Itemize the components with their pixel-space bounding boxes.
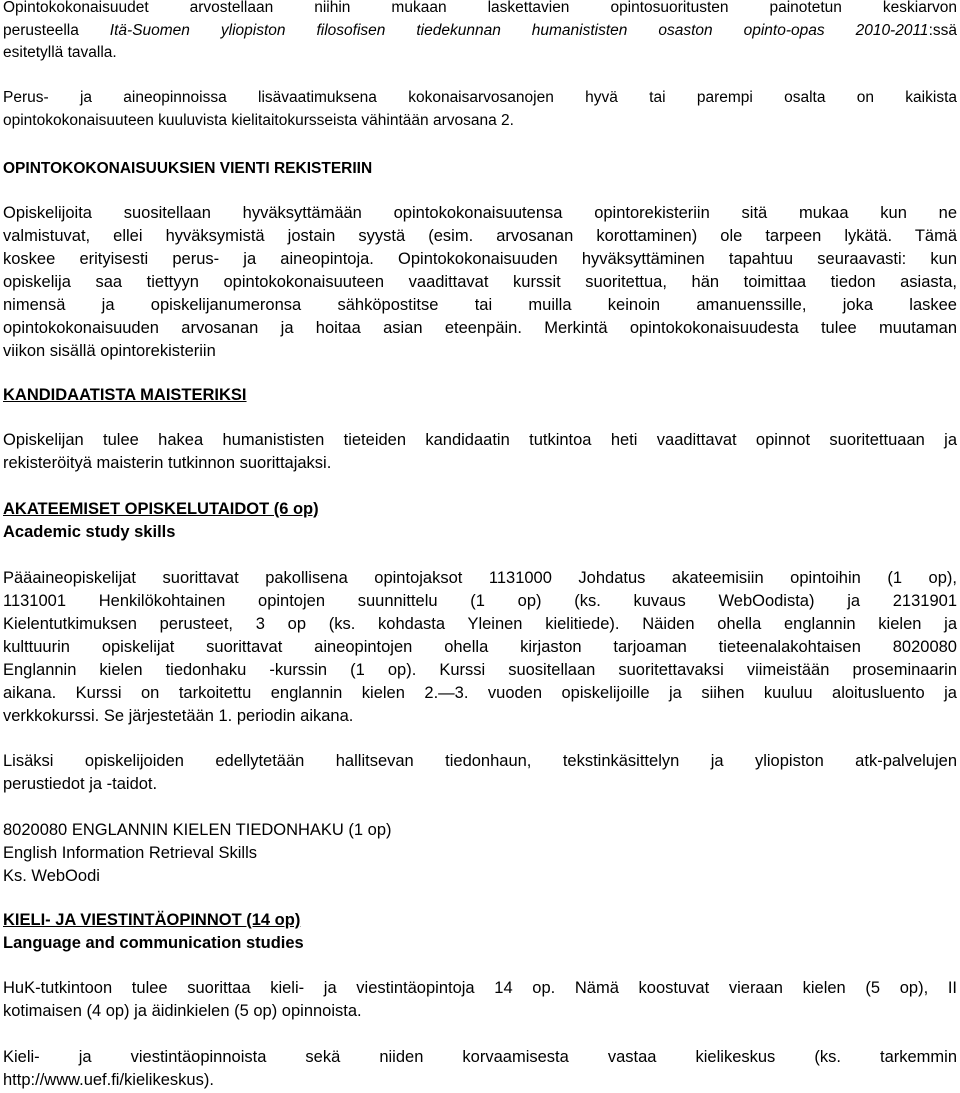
akateemiset-line-5: Englannin kielen tiedonhaku -kurssin (1 op). Kurssi suositellaan suoritettavaksi viimeistään proseminaarin [3,661,957,679]
kieli-line-1: HuK-tutkintoon tulee suorittaa kieli- ja viestintäopintoja 14 op. Nämä koostuvat vieraan kielen (5 op), II [3,979,957,997]
lisaksi-line-1: Lisäksi opiskelijoiden edellytetään hallitsevan tiedonhaun, tekstinkäsittelyn ja yliopiston atk-palvelujen [3,752,957,770]
vienti-line-3: koskee erityisesti perus- ja aineopintoja. Opintokokonaisuuden hyväksyttäminen tapahtuu seuraavasti: kun [3,250,957,268]
kielikeskus-line-1: Kieli- ja viestintäopinnoista sekä niiden korvaamisesta vastaa kielikeskus (ks. tarkemmin [3,1048,957,1066]
vienti-line-7: viikon sisällä opintorekisteriin [3,342,216,360]
vienti-line-1: Opiskelijoita suositellaan hyväksyttämään opintokokonaisuutensa opintorekisteriin sitä mukaa kun ne [3,204,957,222]
lisaksi-line-2: perustiedot ja -taidot. [3,775,158,793]
kandidaatista-line-2: rekisteröityä maisterin tutkinnon suorittajaksi. [3,454,332,472]
kandidaatista-heading: KANDIDAATISTA MAISTERIKSI [3,386,247,404]
kandidaatista-line-1: Opiskelijan tulee hakea humanististen tieteiden kandidaatin tutkintoa heti vaadittavat opinnot suoritettuaan ja [3,431,957,449]
intro-line-2 [3,19,957,43]
study-guide-reference: Itä-Suomen yliopiston filosofisen tiedekunnan humanististen osaston opinto-opas 2010-2011 [109,22,929,39]
akateemiset-heading: AKATEEMISET OPISKELUTAIDOT (6 op) [3,500,319,518]
kieli-line-2: kotimaisen (4 op) ja äidinkielen (5 op) opinnoista. [3,1002,362,1020]
course-title: 8020080 ENGLANNIN KIELEN TIEDONHAKU (1 op) [3,821,392,839]
vienti-line-2: valmistuvat, ellei hyväksymistä jostain syystä (esim. arvosanan korottaminen) ole tarpeen lykätä. Tämä [3,227,957,245]
intro-line-2-pre: perusteella [3,22,110,39]
kielikeskus-line-2: http://www.uef.fi/kielikeskus). [3,1071,214,1089]
akateemiset-line-3: Kielentutkimuksen perusteet, 3 op (ks. kohdasta Yleinen kielitiede). Näiden ohella englannin kielen ja [3,615,957,633]
vienti-line-4: opiskelija saa tiettyyn opintokokonaisuuteen vaadittavat kurssit suoritettua, hän toimittaa tiedon asiasta, [3,273,957,291]
akateemiset-line-6: aikana. Kurssi on tarkoitettu englannin kielen 2.—3. vuoden opiskelijoille ja siihen kuuluu aloitusluento ja [3,684,957,702]
akateemiset-line-1: Pääaineopiskelijat suorittavat pakollisena opintojaksot 1131000 Johdatus akateemisiin opintoihin (1 op), [3,569,957,587]
kieli-heading: KIELI- JA VIESTINTÄOPINNOT (14 op) [3,911,301,929]
perus-line-2: opintokokonaisuuteen kuuluvista kielitaitokursseista vähintään arvosana 2. [3,112,514,129]
perus-line-1: Perus- ja aineopinnoissa lisävaatimuksena kokonaisarvosanojen hyvä tai parempi osalta on kaikista [3,89,957,106]
kieli-subheading: Language and communication studies [3,934,304,952]
intro-line-2-post: :ssä [928,22,957,39]
course-english-title: English Information Retrieval Skills [3,844,258,862]
intro-line-1: Opintokokonaisuudet arvostellaan niihin mukaan laskettavien opintosuoritusten painotetun keskiarvon [3,0,957,16]
vienti-line-5: nimensä ja opiskelijanumeronsa sähköpostitse tai muilla keinoin amanuenssille, joka laskee [3,296,957,314]
course-reference: Ks. WebOodi [3,867,100,885]
intro-line-3: esitetyllä tavalla. [3,44,117,61]
akateemiset-subheading: Academic study skills [3,523,176,541]
akateemiset-line-7: verkkokurssi. Se järjestetään 1. periodin aikana. [3,707,354,725]
akateemiset-line-4: kulttuurin opiskelijat suorittavat aineopintojen ohella kirjaston tarjoaman tieteenalakohtaisen 8020080 [3,638,957,656]
vienti-heading: OPINTOKOKONAISUUKSIEN VIENTI REKISTERIIN [3,160,373,177]
akateemiset-line-2: 1131001 Henkilökohtainen opintojen suunnittelu (1 op) (ks. kuvaus WebOodista) ja 2131901 [3,592,957,610]
vienti-line-6: opintokokonaisuuden arvosanan ja hoitaa asian eteenpäin. Merkintä opintokokonaisuudesta tulee muutaman [3,319,957,337]
